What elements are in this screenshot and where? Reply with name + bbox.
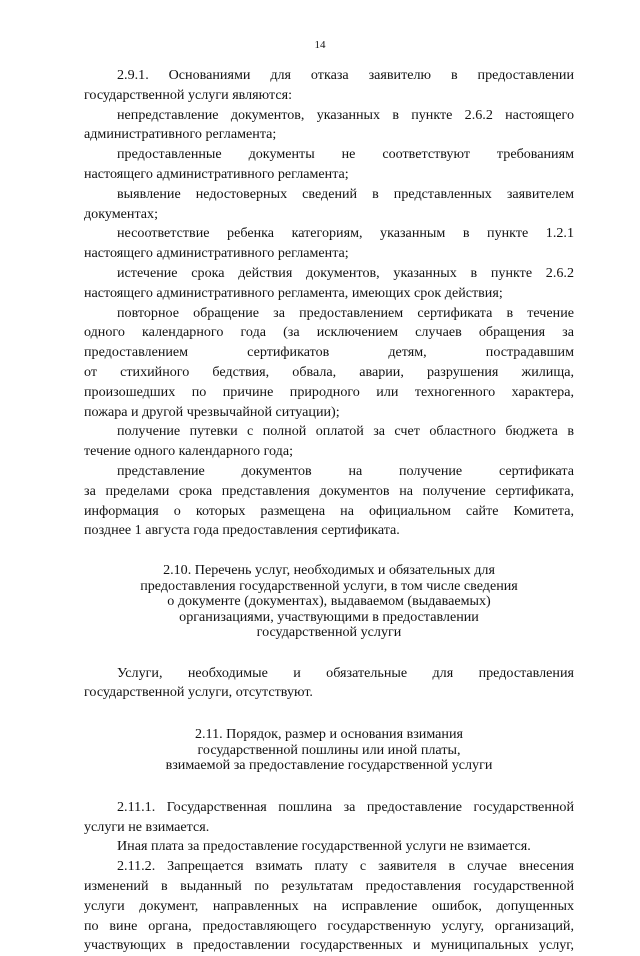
refusal-ground-line: административного регламента;: [84, 126, 277, 143]
spacer: [84, 541, 574, 563]
heading-line: взимаемой за предоставление государственной услуги: [165, 757, 493, 774]
refusal-ground-line: настоящего административного регламента;: [84, 245, 349, 262]
paragraph-line: изменений в выданный по результатам предоставления государственной: [84, 877, 574, 894]
paragraph-line: услуги документ, направленных на исправление ошибок, допущенных: [84, 897, 574, 914]
refusal-ground-line: одного календарного года (за исключением случаев обращения за: [84, 324, 574, 341]
paragraph-line: по вине органа, предоставляющего государственную услугу, организаций,: [84, 917, 574, 934]
refusal-ground-line: течение одного календарного года;: [84, 443, 293, 460]
refusal-ground-line: предоставлением сертификатов детям, пострадавшим: [84, 344, 574, 361]
heading-line: 2.10. Перечень услуг, необходимых и обязательных для: [163, 562, 495, 579]
refusal-ground-line: информация о которых размещена на официальном сайте Комитета,: [84, 502, 574, 519]
refusal-ground-line: позднее 1 августа года предоставления сертификата.: [84, 522, 400, 539]
refusal-ground-line: несоответствие ребенка категориям, указанным в пункте 1.2.1: [117, 225, 574, 242]
document-body: [84, 66, 574, 956]
paragraph-line: государственной услуги, отсутствуют.: [84, 684, 313, 701]
heading-line: государственной услуги: [256, 624, 402, 641]
refusal-ground-line: выявление недостоверных сведений в представленных заявителем: [117, 185, 574, 202]
spacer: [84, 641, 574, 664]
refusal-ground-line: предоставленные документы не соответствуют требованиям: [117, 146, 574, 163]
paragraph-line: 2.11.2. Запрещается взимать плату с заявителя в случае внесения: [117, 858, 574, 875]
spacer: [84, 703, 574, 727]
refusal-ground-line: представление документов на получение сертификата: [117, 462, 574, 479]
paragraph-2-9-1-line: 2.9.1. Основаниями для отказа заявителю в предоставлении: [117, 67, 574, 83]
refusal-ground-line: пожара и другой чрезвычайной ситуации);: [84, 403, 340, 420]
paragraph-line: Услуги, необходимые и обязательные для предоставления: [117, 664, 574, 681]
paragraph-line: Иная плата за предоставление государственной услуги не взимается.: [117, 838, 531, 855]
refusal-ground-line: документах;: [84, 205, 158, 222]
refusal-ground-line: настоящего административного регламента, имеющих срок действия;: [84, 284, 503, 301]
refusal-ground-line: произошедших по причине природного или техногенного характера,: [84, 383, 574, 400]
paragraph-line: участвующих в предоставлении государственных и муниципальных услуг,: [84, 937, 574, 954]
paragraph-line: услуги не взимается.: [84, 818, 210, 835]
spacer: [84, 774, 574, 798]
heading-line: о документе (документах), выдаваемом (выдаваемых): [167, 593, 491, 610]
heading-line: 2.11. Порядок, размер и основания взимания: [194, 726, 463, 743]
paragraph-2-9-1-line: государственной услуги являются:: [84, 86, 292, 103]
section-heading-2-11: [84, 727, 574, 774]
heading-line: предоставления государственной услуги, в том числе сведения: [140, 577, 518, 594]
heading-line: организациями, участвующими в предоставлении: [179, 608, 479, 625]
refusal-ground-line: получение путевки с полной оплатой за счет областного бюджета в: [117, 423, 574, 440]
section-heading-2-10: [84, 563, 574, 641]
page-number: 14: [314, 39, 326, 51]
refusal-ground-line: за пределами срока представления документов на получение сертификата,: [84, 482, 574, 499]
refusal-ground-line: повторное обращение за предоставлением сертификата в течение: [117, 304, 574, 321]
paragraph-line: 2.11.1. Государственная пошлина за предоставление государственной: [117, 798, 574, 815]
refusal-ground-line: непредставление документов, указанных в пункте 2.6.2 настоящего: [117, 106, 574, 123]
refusal-ground-line: истечение срока действия документов, указанных в пункте 2.6.2: [117, 264, 574, 281]
refusal-ground-line: от стихийного бедствия, обвала, аварии, разрушения жилища,: [84, 363, 574, 380]
heading-line: государственной пошлины или иной платы,: [197, 741, 461, 758]
refusal-ground-line: настоящего административного регламента;: [84, 165, 349, 182]
